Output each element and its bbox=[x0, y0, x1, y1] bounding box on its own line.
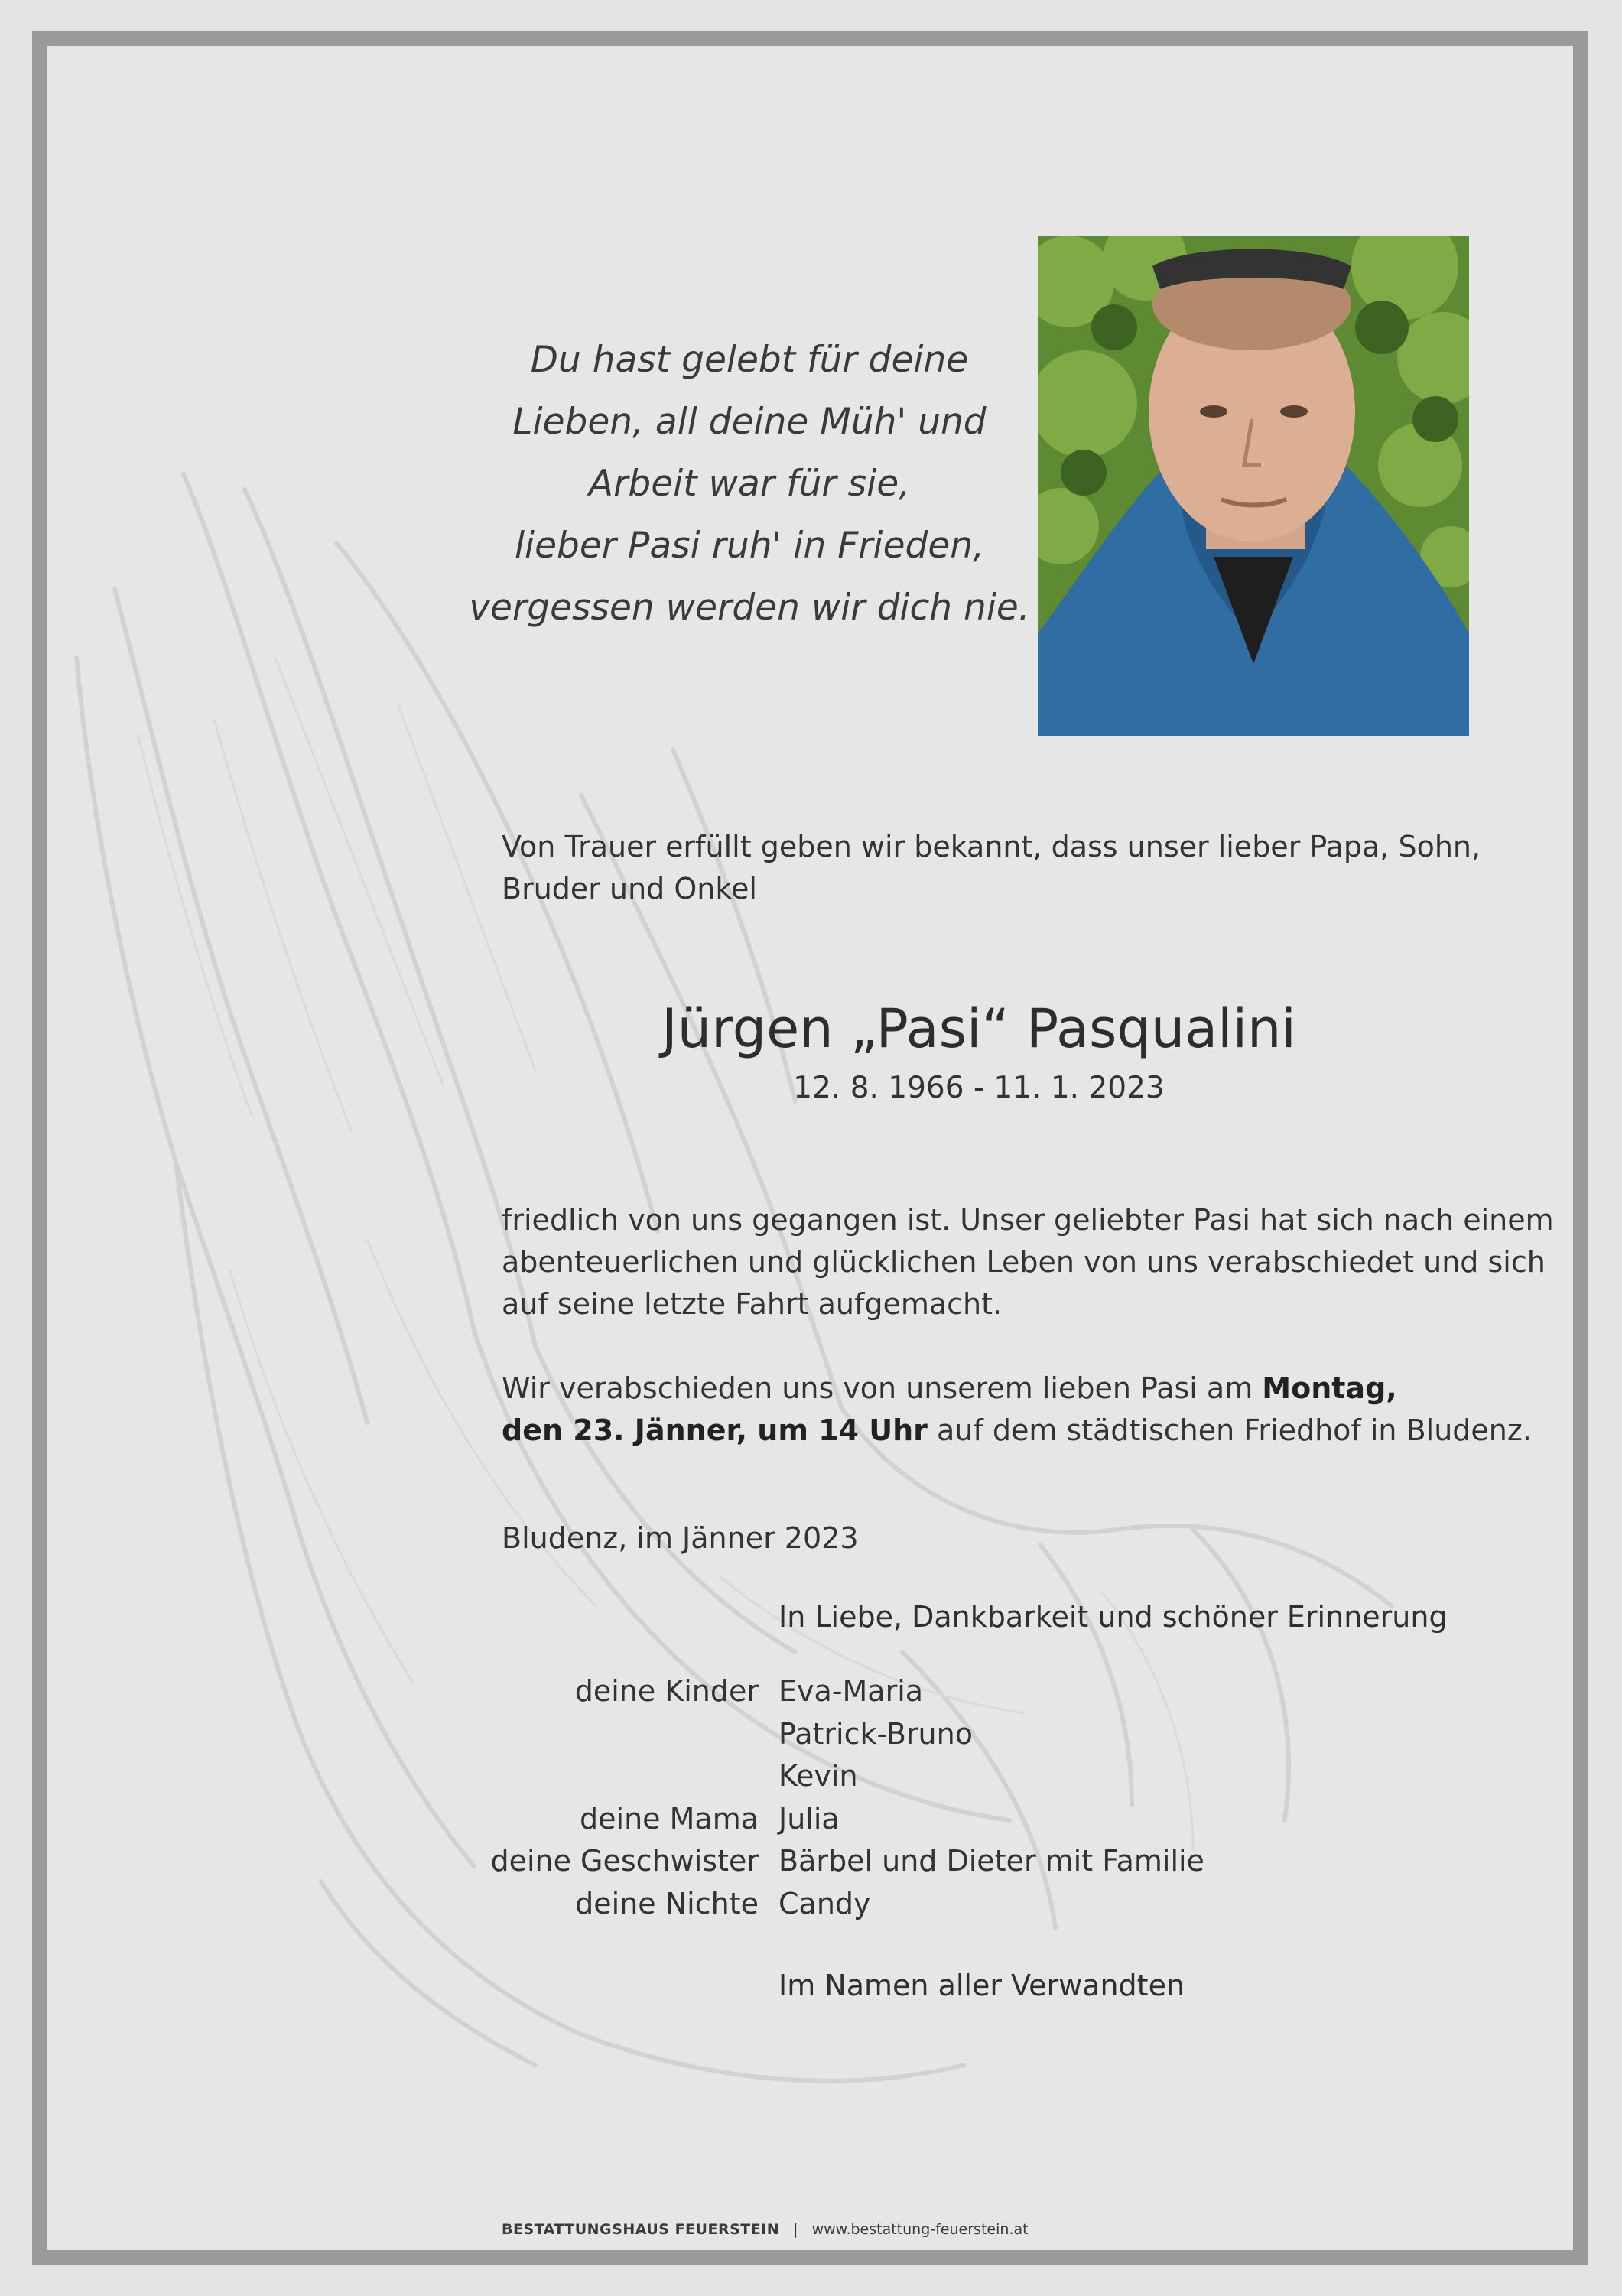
family-names bbox=[778, 1670, 1204, 1925]
life-dates: 12. 8. 1966 - 11. 1. 2023 bbox=[793, 1071, 1165, 1105]
funeral-day: Montag, bbox=[1262, 1371, 1397, 1405]
paragraph-passing bbox=[502, 1199, 1554, 1325]
closing-text: Im Namen aller Verwandten bbox=[778, 1969, 1185, 2002]
intro-line: Bruder und Onkel bbox=[502, 872, 757, 906]
family-label bbox=[306, 1713, 759, 1756]
family-label bbox=[306, 1755, 759, 1798]
poem-line: Du hast gelebt für deine bbox=[530, 339, 969, 381]
deceased-name: Jürgen „Pasi“ Pasqualini bbox=[661, 997, 1296, 1060]
funeral-text: Wir verabschieden uns von unserem lieben Pasi am bbox=[502, 1371, 1263, 1405]
paragraph-line: abenteuerlichen und glücklichen Leben von uns verabschiedet und sich bbox=[502, 1245, 1546, 1279]
place-date: Bludenz, im Jänner 2023 bbox=[502, 1521, 859, 1555]
portrait-photo bbox=[1038, 236, 1469, 736]
family-label: deine Kinder bbox=[574, 1674, 759, 1708]
funeral-line-2 bbox=[502, 1410, 1532, 1452]
family-member: Kevin bbox=[778, 1759, 858, 1793]
footer-separator: | bbox=[793, 2221, 798, 2238]
family-label: deine Geschwister bbox=[490, 1844, 759, 1878]
footer-brand: BESTATTUNGSHAUS FEUERSTEIN bbox=[502, 2221, 780, 2238]
funeral-place: auf dem städtischen Friedhof in Bludenz. bbox=[927, 1413, 1532, 1447]
family-member: Julia bbox=[778, 1801, 840, 1836]
family-member: Bärbel und Dieter mit Familie bbox=[778, 1844, 1204, 1878]
memorial-poem bbox=[459, 329, 1040, 639]
footer-url[interactable]: www.bestattung-feuerstein.at bbox=[811, 2221, 1029, 2238]
paragraph-funeral bbox=[502, 1368, 1532, 1452]
family-label: deine Mama bbox=[580, 1801, 759, 1836]
intro-line: Von Trauer erfüllt geben wir bekannt, dass unser lieber Papa, Sohn, bbox=[502, 830, 1481, 863]
family-member: Patrick-Bruno bbox=[778, 1716, 973, 1751]
signoff-text: In Liebe, Dankbarkeit und schöner Erinnerung bbox=[778, 1600, 1448, 1634]
family-member: Candy bbox=[778, 1886, 871, 1920]
paragraph-line: auf seine letzte Fahrt aufgemacht. bbox=[502, 1287, 1003, 1321]
poem-line: Lieben, all deine Müh' und bbox=[512, 401, 987, 443]
funeral-date-time: den 23. Jänner, um 14 Uhr bbox=[502, 1413, 928, 1447]
family-member: Eva-Maria bbox=[778, 1674, 924, 1708]
poem-line: Arbeit war für sie, bbox=[588, 463, 911, 505]
funeral-line-1 bbox=[502, 1368, 1532, 1410]
footer bbox=[502, 2218, 1029, 2241]
intro-text bbox=[502, 826, 1481, 910]
family-labels bbox=[306, 1670, 759, 1925]
family-label: deine Nichte bbox=[575, 1886, 759, 1920]
poem-line: lieber Pasi ruh' in Frieden, bbox=[514, 525, 985, 567]
poem-line: vergessen werden wir dich nie. bbox=[469, 587, 1030, 629]
paragraph-line: friedlich von uns gegangen ist. Unser geliebter Pasi hat sich nach einem bbox=[502, 1203, 1554, 1237]
